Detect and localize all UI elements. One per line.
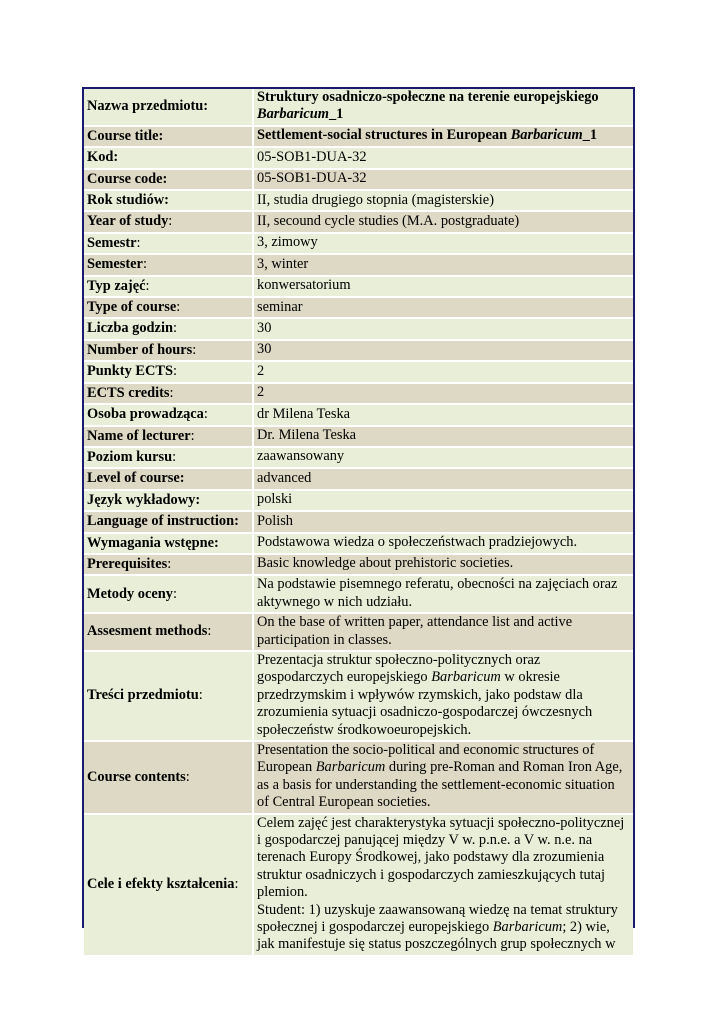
field-label	[84, 534, 254, 555]
field-label-text: Kod:	[87, 149, 119, 166]
field-label-text: Liczba godzin	[87, 320, 173, 337]
value-line: zrozumienia sytuacji osadniczo-gospodarczej ówczesnych	[257, 704, 593, 721]
field-value	[254, 469, 633, 490]
table-row	[84, 127, 633, 148]
field-value	[254, 405, 633, 426]
field-label	[84, 815, 254, 957]
value-line: dr Milena Teska	[257, 405, 351, 422]
field-value	[254, 534, 633, 555]
field-label-text: Course contents	[87, 768, 186, 785]
value-line: Basic knowledge about prehistoric societies.	[257, 555, 514, 572]
field-label-text: Assesment methods	[87, 623, 208, 640]
field-label-suffix: :	[185, 768, 190, 785]
field-value	[254, 319, 633, 340]
field-label-suffix: :	[172, 320, 177, 337]
field-label	[84, 427, 254, 448]
field-label-text: Name of lecturer	[87, 427, 191, 444]
field-label-text: Semester	[87, 256, 143, 273]
field-value	[254, 576, 633, 614]
value-line: struktur osadniczych i gospodarczych zamieszkujących tutaj	[257, 866, 606, 883]
field-label-text: Level of course:	[87, 470, 185, 487]
field-label	[84, 234, 254, 255]
table-row	[84, 170, 633, 191]
value-line: Student: 1) uzyskuje zaawansowaną wiedzę na temat struktury	[257, 901, 618, 918]
value-line: Struktury osadniczo-społeczne na terenie europejskiego	[257, 89, 599, 105]
table-row	[84, 742, 633, 815]
field-label-text: Treści przedmiotu	[87, 687, 199, 704]
field-label	[84, 298, 254, 319]
value-line	[257, 127, 630, 144]
field-label	[84, 576, 254, 614]
value-line: 30	[257, 341, 272, 358]
table-row	[84, 652, 633, 742]
field-label-text: Language of instruction:	[87, 513, 239, 530]
field-label-text: Course code:	[87, 170, 168, 187]
value-line: 2	[257, 384, 265, 401]
table-row	[84, 576, 633, 614]
field-label	[84, 405, 254, 426]
field-value	[254, 212, 633, 233]
table-row	[84, 555, 633, 576]
field-label-text: Punkty ECTS	[87, 363, 173, 380]
table-row	[84, 815, 633, 957]
field-label-text: Nazwa przedmiotu:	[87, 98, 209, 115]
field-label-suffix: :	[198, 687, 203, 704]
value-line: plemion.	[257, 884, 308, 901]
field-value	[254, 362, 633, 383]
field-label-text: Course title:	[87, 127, 164, 144]
field-value	[254, 298, 633, 319]
field-value	[254, 491, 633, 512]
field-label-text: Cele i efekty kształcenia	[87, 876, 235, 893]
field-label	[84, 362, 254, 383]
value-line: of Central European societies.	[257, 794, 431, 811]
field-value	[254, 89, 633, 127]
table-row	[84, 427, 633, 448]
value-line: 05-SOB1-DUA-32	[257, 170, 367, 187]
value-line: 05-SOB1-DUA-32	[257, 148, 367, 165]
field-label-suffix: :	[190, 427, 195, 444]
syllabus-frame	[82, 87, 635, 953]
field-label-suffix: :	[172, 448, 177, 465]
table-row	[84, 448, 633, 469]
table-row	[84, 319, 633, 340]
value-line: advanced	[257, 469, 312, 486]
value-line: aktywnego w nich udziału.	[257, 593, 413, 610]
value-line: On the base of written paper, attendance list and active	[257, 614, 573, 631]
value-line: as a basis for understanding the settlement-economic situation	[257, 776, 615, 793]
value-part: _1	[582, 127, 598, 144]
value-line: Podstawowa wiedza o społeczeństwach pradziejowych.	[257, 534, 578, 551]
field-label-suffix: :	[176, 299, 181, 316]
field-value	[254, 652, 633, 742]
field-value	[254, 384, 633, 405]
table-row	[84, 614, 633, 652]
field-label-text: Year of study	[87, 213, 169, 230]
value-line: Barbaricum_1	[257, 106, 344, 123]
field-label-text: Poziom kursu	[87, 448, 173, 465]
value-part: Barbaricum	[510, 127, 583, 144]
value-line: przedrzymskim i wpływów rzymskich, jako podstaw dla	[257, 686, 583, 703]
field-label-text: Rok studiów:	[87, 192, 169, 209]
table-row	[84, 341, 633, 362]
value-line: Dr. Milena Teska	[257, 427, 357, 443]
field-label	[84, 652, 254, 742]
field-label-suffix: :	[142, 256, 147, 273]
field-label-text: Metody oceny	[87, 585, 173, 602]
table-row	[84, 384, 633, 405]
value-line: participation in classes.	[257, 631, 392, 648]
field-label-suffix: :	[168, 213, 173, 230]
field-label	[84, 448, 254, 469]
table-row	[84, 491, 633, 512]
value-line: II, secound cycle studies (M.A. postgraduate)	[257, 212, 520, 229]
field-value	[254, 815, 633, 957]
value-line: Na podstawie pisemnego referatu, obecności na zajęciach oraz	[257, 576, 618, 593]
field-label	[84, 319, 254, 340]
field-label	[84, 255, 254, 276]
field-label	[84, 614, 254, 652]
field-value	[254, 512, 633, 533]
field-label-text: Wymagania wstępne:	[87, 534, 219, 551]
field-value	[254, 742, 633, 815]
value-line: społecznej i gospodarczej europejskiego Barbaricum; 2) wie,	[257, 919, 610, 936]
field-label	[84, 148, 254, 169]
field-label-suffix: :	[172, 585, 177, 602]
field-value	[254, 127, 633, 148]
value-part: Settlement-social structures in European	[257, 127, 511, 144]
field-label	[84, 127, 254, 148]
value-line: jak manifestuje się status poszczególnych grup społecznych w	[257, 936, 616, 953]
field-label	[84, 555, 254, 576]
field-value	[254, 191, 633, 212]
value-line: polski	[257, 491, 293, 508]
field-value	[254, 341, 633, 362]
field-label-text: Number of hours	[87, 341, 193, 358]
field-label	[84, 191, 254, 212]
table-row	[84, 191, 633, 212]
field-label-suffix: :	[192, 341, 197, 358]
field-label	[84, 170, 254, 191]
value-line: Prezentacja struktur społeczno-politycznych oraz	[257, 651, 541, 668]
field-label-text: Semestr	[87, 234, 137, 251]
field-value	[254, 555, 633, 576]
table-row	[84, 255, 633, 276]
value-line: 30	[257, 319, 272, 336]
field-label-text: Prerequisites	[87, 555, 168, 572]
field-label-suffix: :	[169, 384, 174, 401]
table-row	[84, 512, 633, 533]
field-value	[254, 148, 633, 169]
field-value	[254, 255, 633, 276]
field-label	[84, 491, 254, 512]
field-value	[254, 234, 633, 255]
value-line: i gospodarczej panującej między V w. p.n.e. a V w. n.e. na	[257, 832, 593, 849]
table-row	[84, 469, 633, 490]
field-label-suffix: :	[172, 363, 177, 380]
table-row	[84, 148, 633, 169]
table-row	[84, 277, 633, 298]
value-line: II, studia drugiego stopnia (magisterskie)	[257, 191, 494, 208]
field-label-text: ECTS credits	[87, 384, 170, 401]
value-line: terenach Europy Środkowej, jako podstawy dla zrozumienia	[257, 849, 605, 866]
value-line: gospodarczych europejskiego Barbaricum w okresie	[257, 669, 560, 686]
field-label-text: Typ zajęć	[87, 277, 146, 294]
value-line: seminar	[257, 298, 303, 315]
value-line: Presentation the socio-political and economic structures of	[257, 742, 595, 758]
value-line: 3, zimowy	[257, 234, 318, 251]
field-label	[84, 212, 254, 233]
field-label	[84, 742, 254, 815]
field-label-suffix: :	[136, 234, 141, 251]
course-info-table	[84, 89, 633, 957]
field-label	[84, 277, 254, 298]
field-label-text: Osoba prowadząca	[87, 406, 204, 423]
field-value	[254, 277, 633, 298]
field-label-suffix: :	[234, 876, 239, 893]
table-row	[84, 534, 633, 555]
value-line: 2	[257, 362, 265, 379]
field-value	[254, 614, 633, 652]
table-row	[84, 234, 633, 255]
field-label-suffix: :	[203, 406, 208, 423]
field-label	[84, 341, 254, 362]
field-value	[254, 170, 633, 191]
field-label-text: Type of course	[87, 299, 177, 316]
value-line: zaawansowany	[257, 448, 345, 465]
value-line: konwersatorium	[257, 277, 351, 294]
value-line: 3, winter	[257, 255, 309, 272]
table-row	[84, 405, 633, 426]
field-label-suffix: :	[207, 623, 212, 640]
table-row	[84, 89, 633, 127]
field-label	[84, 469, 254, 490]
field-label	[84, 89, 254, 127]
field-value	[254, 448, 633, 469]
value-line: Celem zajęć jest charakterystyka sytuacji społeczno-politycznej	[257, 814, 625, 831]
field-label-text: Język wykładowy:	[87, 491, 201, 508]
field-label	[84, 512, 254, 533]
table-row	[84, 298, 633, 319]
field-label-suffix: :	[145, 277, 150, 294]
field-label	[84, 384, 254, 405]
value-line: European Barbaricum during pre-Roman and Roman Iron Age,	[257, 759, 623, 776]
table-row	[84, 212, 633, 233]
value-line: Polish	[257, 512, 293, 529]
table-row	[84, 362, 633, 383]
field-value	[254, 427, 633, 448]
value-line: społeczeństw środkowoeuropejskich.	[257, 721, 472, 738]
field-label-suffix: :	[167, 555, 172, 572]
